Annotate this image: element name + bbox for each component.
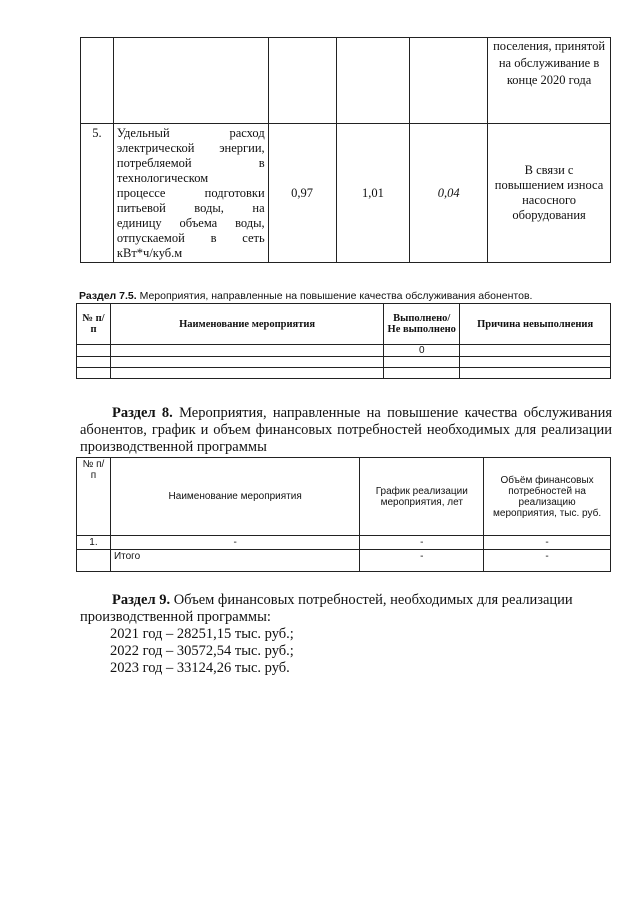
deviation-value: 0,04 bbox=[410, 124, 488, 263]
col-header: Причина невыполнения bbox=[460, 304, 611, 345]
year-2023-line: 2023 год – 33124,26 тыс. руб. bbox=[110, 660, 290, 676]
col-header: Выполнено/ Не выполнено bbox=[384, 304, 460, 345]
table-row bbox=[81, 124, 611, 263]
col-header: График реализации мероприятия, лет bbox=[360, 458, 484, 536]
col-header: № п/п bbox=[77, 458, 111, 536]
table-row: Итого - - bbox=[77, 550, 611, 572]
year-2021-line: 2021 год – 28251,15 тыс. руб.; bbox=[110, 626, 294, 642]
section-7-5-heading: Раздел 7.5. Мероприятия, направленные на повышение качества обслуживания абонентов. bbox=[79, 290, 533, 302]
table-row: 1. - - - bbox=[77, 536, 611, 550]
row-number: 5. bbox=[81, 124, 114, 263]
section-9-heading: Раздел 9. Объем финансовых потребностей, необходимых для реализации производственной программы: 2021 год – 28251,15 тыс. руб.; 2022 год – 30572,54 тыс. руб.; 2023 год – 33124,26 тыс. руб. bbox=[80, 592, 612, 677]
table-row bbox=[81, 38, 611, 124]
section-7-5-table bbox=[76, 303, 611, 379]
col-header: № п/п bbox=[77, 304, 111, 345]
table-row bbox=[77, 368, 611, 379]
reason-cell: В связи с повышением износа насосного оборудования bbox=[488, 124, 611, 263]
col-header: Наименование мероприятия bbox=[110, 458, 359, 536]
plan-value: 0,97 bbox=[268, 124, 336, 263]
table-row: 0 bbox=[77, 345, 611, 357]
indicators-table bbox=[80, 37, 611, 263]
section-8-table bbox=[76, 457, 611, 572]
col-header: Объём финансовых потребностей на реализацию мероприятия, тыс. руб. bbox=[484, 458, 611, 536]
table-row bbox=[77, 357, 611, 368]
year-2022-line: 2022 год – 30572,54 тыс. руб.; bbox=[110, 643, 294, 659]
section-8-heading: Раздел 8. Мероприятия, направленные на повышение качества обслуживания абонентов, график и объем финансовых потребностей необходимых для реализации производственной программы bbox=[80, 405, 613, 455]
table-header-row bbox=[77, 304, 611, 345]
indicator-name: Удельный расход электрической энергии, потребляемой в технологическом процессе подготовки питьевой воды, на единицу объема воды, отпускаемой в сеть кВт*ч/куб.м bbox=[113, 124, 268, 263]
col-header: Наименование мероприятия bbox=[110, 304, 383, 345]
table-header-row bbox=[77, 458, 611, 536]
fact-value: 1,01 bbox=[336, 124, 410, 263]
reason-cell: поселения, принятой на обслуживание в конце 2020 года bbox=[488, 38, 611, 124]
